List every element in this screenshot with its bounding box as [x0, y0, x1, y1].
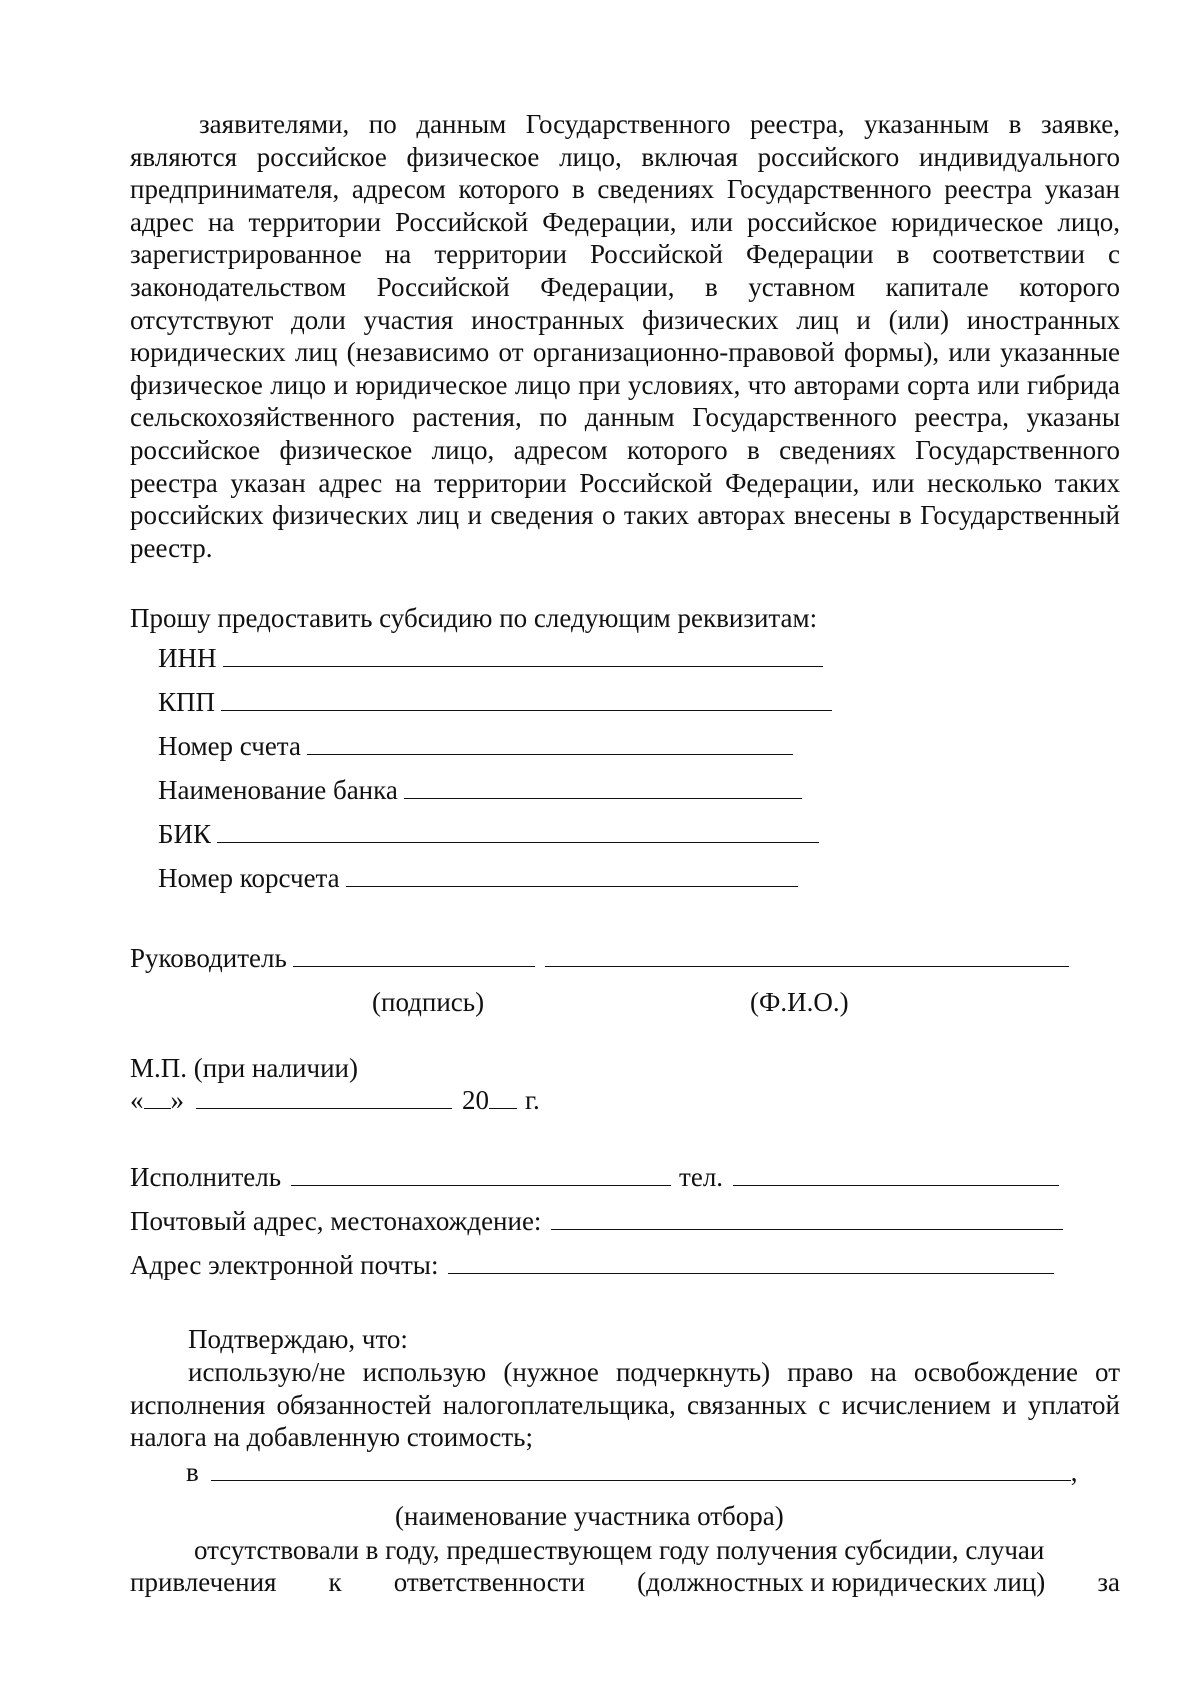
bank-name-field: [158, 774, 802, 806]
account-number-input[interactable]: [307, 732, 793, 755]
address-row: [130, 1205, 1063, 1237]
head-name-input[interactable]: [545, 944, 1069, 967]
liability-word: ответственности: [393, 1567, 586, 1597]
inn-label: ИНН: [158, 643, 217, 673]
year-suffix: г.: [525, 1085, 540, 1115]
liability-word: привлечения: [130, 1567, 277, 1597]
correspondent-account-field: [158, 862, 798, 894]
executor-row: [130, 1161, 1059, 1193]
address-input[interactable]: [551, 1207, 1063, 1230]
bik-input[interactable]: [217, 820, 819, 843]
participant-suffix: ,: [1070, 1457, 1078, 1487]
kpp-label: КПП: [158, 687, 216, 717]
day-input[interactable]: [144, 1086, 171, 1109]
inn-field: [158, 642, 823, 674]
email-label: Адрес электронной почты:: [130, 1250, 439, 1280]
liability-continuation: [130, 1566, 1120, 1598]
bik-field: [158, 818, 819, 850]
month-input[interactable]: [196, 1086, 452, 1109]
date-open-quote: «: [130, 1085, 144, 1115]
year-input[interactable]: [489, 1086, 517, 1109]
participant-prefix: в: [186, 1457, 199, 1487]
bik-label: БИК: [158, 819, 212, 849]
name-caption: (Ф.И.О.): [750, 987, 849, 1017]
kpp-field: [158, 686, 832, 718]
participant-row: [186, 1456, 1078, 1488]
year-prefix: 20: [462, 1085, 489, 1115]
bank-name-label: Наименование банка: [158, 775, 398, 805]
inn-input[interactable]: [223, 644, 823, 667]
head-signature-row: [130, 942, 1069, 974]
correspondent-account-label: Номер корсчета: [158, 863, 340, 893]
bank-name-input[interactable]: [404, 776, 802, 799]
stamp-label: М.П. (при наличии): [130, 1053, 358, 1083]
confirmation-heading: Подтверждаю, что:: [188, 1324, 408, 1354]
signature-caption: (подпись): [372, 987, 485, 1017]
email-input[interactable]: [448, 1251, 1054, 1274]
liability-word: за: [1097, 1567, 1120, 1597]
correspondent-account-input[interactable]: [346, 864, 798, 887]
phone-input[interactable]: [733, 1163, 1059, 1186]
intro-paragraph: заявителями, по данным Государственного реестра, указанным в заявке, являются российское физическое лицо, включая российского индивидуального предпринимателя, адресом которого в сведениях Государственного реестра указан адрес на территории Российской Федерации, или российское юридическое лицо, зарегистрированное на территории Российской Федерации в соответствии с законодательством Российской Федерации, в уставном капитале которого отсутствуют доли участия иностранных физических лиц и (или) иностранных юридических лиц (независимо от организационно-правовой формы), или указанные физическое лицо и юридическое лицо при условиях, что авторами сорта или гибрида сельскохозяйственного растения, по данным Государственного реестра, указаны российское физическое лицо, адресом которого в сведениях Государственного реестра указан адрес на территории Российской Федерации, или несколько таких российских физических лиц и сведения о таких авторах внесены в Государственный реестр.: [130, 109, 1120, 563]
liability-word: (должностных и юридических лиц): [637, 1567, 1046, 1597]
liability-word: к: [328, 1567, 342, 1597]
vat-statement: использую/не использую (нужное подчеркнуть) право на освобождение от исполнения обязанностей налогоплательщика, связанных с исчислением и уплатой налога на добавленную стоимость;: [130, 1357, 1120, 1453]
account-number-label: Номер счета: [158, 731, 301, 761]
address-label: Почтовый адрес, местонахождение:: [130, 1206, 542, 1236]
email-row: [130, 1249, 1054, 1281]
date-close-quote: »: [170, 1085, 184, 1115]
head-signature-input[interactable]: [293, 944, 535, 967]
participant-caption: (наименование участника отбора): [395, 1501, 784, 1531]
kpp-input[interactable]: [221, 688, 832, 711]
executor-label: Исполнитель: [130, 1162, 282, 1192]
liability-statement: отсутствовали в году, предшествующем году получения субсидии, случаи: [194, 1535, 1045, 1565]
date-row: [130, 1084, 540, 1116]
requisites-heading: Прошу предоставить субсидию по следующим реквизитам:: [130, 603, 818, 633]
participant-name-input[interactable]: [211, 1458, 1071, 1481]
phone-label: тел.: [679, 1162, 724, 1192]
executor-input[interactable]: [291, 1163, 671, 1186]
head-label: Руководитель: [130, 943, 287, 973]
account-number-field: [158, 730, 793, 762]
